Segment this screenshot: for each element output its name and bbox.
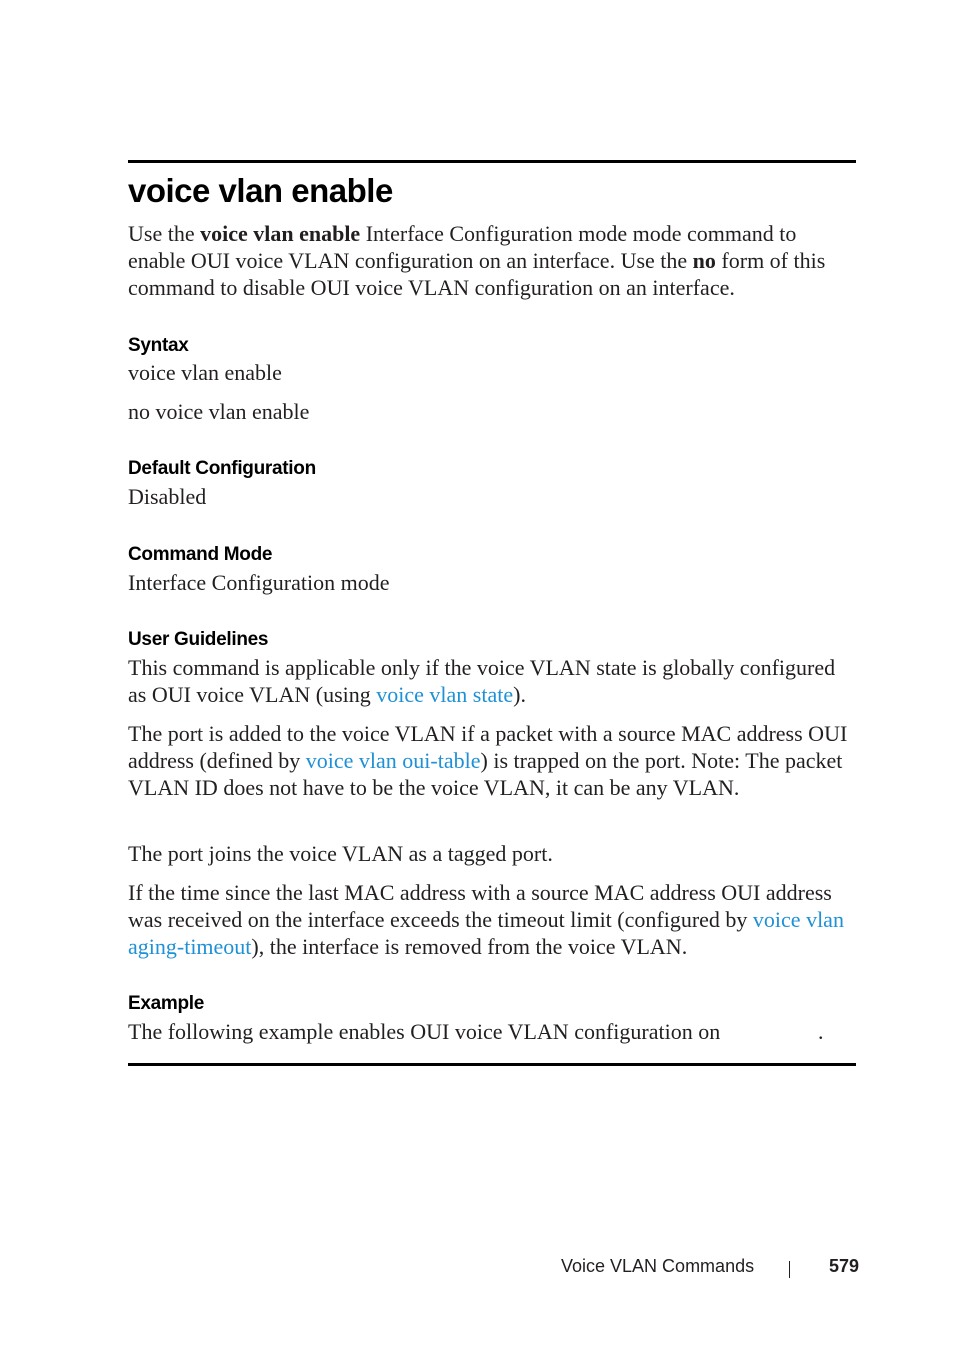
page-number: 579 xyxy=(829,1256,860,1276)
bottom-rule xyxy=(128,1063,856,1066)
guideline-paragraph-4 xyxy=(128,879,858,960)
footer-section-title: Voice VLAN Commands xyxy=(561,1256,755,1276)
example-text: The following example enables OUI voice VLAN configuration on xyxy=(128,1019,721,1044)
intro-text-1: Use the xyxy=(128,221,201,246)
syntax-line-2: no voice vlan enable xyxy=(128,399,310,424)
voice-vlan-state-link[interactable]: voice vlan state xyxy=(376,682,514,707)
guideline-1-text: This command is applicable only if the voice VLAN state is globally configured as OUI voice VLAN (using xyxy=(128,655,836,707)
guideline-2-text: The port is added to the voice VLAN if a packet with a source MAC address OUI address (defined by xyxy=(128,721,848,773)
voice-vlan-aging-timeout-link[interactable]: voice vlan aging-timeout xyxy=(128,907,844,959)
guideline-2-text-end: ) is trapped on the port. Note: The packet VLAN ID does not have to be the voice VLAN, it can be any VLAN. xyxy=(128,748,843,800)
guideline-1-text-end: ). xyxy=(513,682,526,707)
guideline-paragraph-3: The port joins the voice VLAN as a tagged port. xyxy=(128,841,553,866)
footer-separator xyxy=(789,1261,790,1278)
command-mode-value: Interface Configuration mode xyxy=(128,570,390,595)
example-text-period: . xyxy=(818,1019,824,1044)
guideline-paragraph-2 xyxy=(128,720,858,801)
default-configuration-value: Disabled xyxy=(128,484,207,509)
intro-command: voice vlan enable xyxy=(200,221,361,246)
intro-text-3: form of this command to disable OUI voice VLAN configuration on an interface. xyxy=(128,248,826,300)
intro-text-2: Interface Configuration mode mode command to enable OUI voice VLAN configuration on an interface. Use the xyxy=(128,221,797,273)
voice-vlan-oui-table-link[interactable]: voice vlan oui-table xyxy=(305,748,481,773)
page-title: voice vlan enable xyxy=(128,172,393,209)
syntax-line-1: voice vlan enable xyxy=(128,360,282,385)
guideline-paragraph-1 xyxy=(128,654,858,708)
syntax-heading: Syntax xyxy=(128,335,189,356)
intro-no-keyword: no xyxy=(692,248,716,273)
command-mode-heading: Command Mode xyxy=(128,544,273,565)
guideline-4-text: If the time since the last MAC address with a source MAC address OUI address was received on the interface exceeds the timeout limit (configured by xyxy=(128,880,832,932)
top-rule xyxy=(128,160,856,163)
default-configuration-heading: Default Configuration xyxy=(128,458,316,479)
user-guidelines-heading: User Guidelines xyxy=(128,629,269,650)
intro-paragraph xyxy=(128,220,858,301)
example-heading: Example xyxy=(128,993,205,1014)
guideline-4-text-end: ), the interface is removed from the voice VLAN. xyxy=(251,934,688,959)
